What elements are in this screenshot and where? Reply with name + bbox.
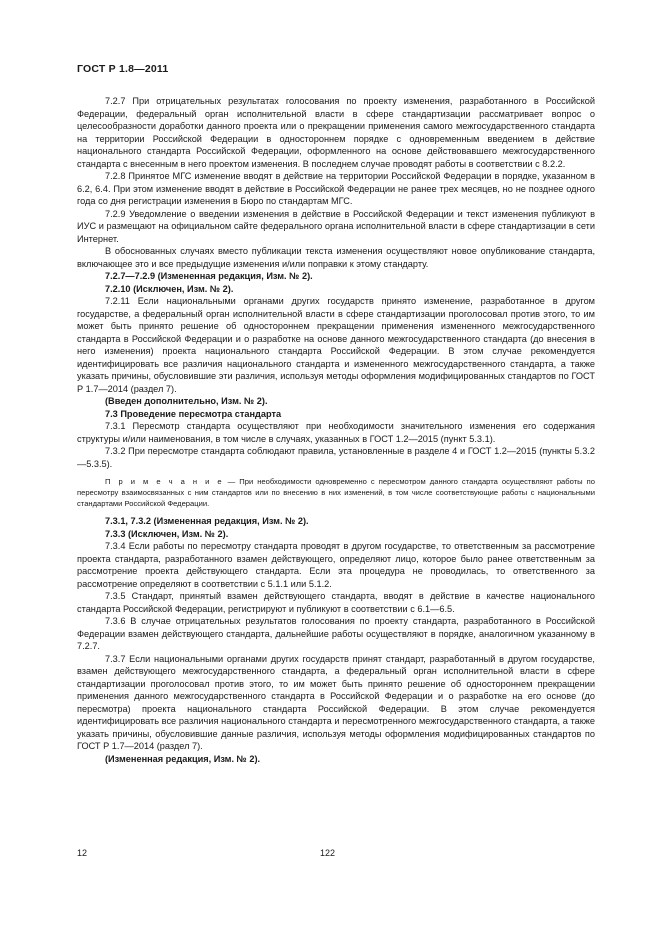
- document-header: ГОСТ Р 1.8—2011: [77, 63, 169, 75]
- paragraph-7-3-7: 7.3.7 Если национальными органами других государств принят стандарт, разработанный в другом государстве, взамен действующего межгосударственного стандарта, а федеральный орган исполнительной власти в сфере стандартизации проголосовал против этого, то им может быть принято решение об одностороннем прекращении применения данного межгосударственного стандарта в Российской Федерации и о разработке на его основе (до пересмотра) проекта национального стандарта Российской Федерации. В этом случае рекомендуется идентифицировать все различия национального стандарта и пересмотренного межгосударственного стандарта, а также указать причины, обусловившие данные различия, используя методы оформления модифицированных стандартов по ГОСТ Р 1.7—2014 (раздел 7).: [77, 653, 595, 751]
- paragraph-7-2-7: 7.2.7 При отрицательных результатах голосования по проекту изменения, разработанного в Российской Федерации, федеральный орган исполнительной власти в сфере стандартизации рассматривает вопрос о целесообразности доработки данного проекта или о прекращении применения самого межгосударственного стандарта на территории Российской Федерации в одностороннем порядке с одновременным введением в действие национального стандарта Российской Федерации, оформленного на основе действовавшего межгосударственного стандарта с внесенным в него проектом изменения. В последнем случае проводят работы в соответствии с 8.2.2.: [77, 96, 595, 169]
- section-heading-7-3: 7.3 Проведение пересмотра стандарта: [105, 408, 282, 419]
- paragraph-7-3-3: 7.3.3 (Исключен, Изм. № 2).: [105, 528, 229, 539]
- amendment-note-7-2-7-9: 7.2.7—7.2.9 (Измененная редакция, Изм. № 2).: [105, 271, 313, 281]
- note-text: — При необходимости одновременно с пересмотром данного стандарта осуществляют работы по пересмотру взаимосвязанных с ним стандартов или по внесению в них изменений, в том числе соответствующие работы с национальными стандартами Российской Федерации.: [77, 477, 595, 508]
- amendment-note-7-3-1-2: 7.3.1, 7.3.2 (Измененная редакция, Изм. № 2).: [105, 516, 309, 526]
- amendment-note-added: (Введен дополнительно, Изм. № 2).: [105, 396, 268, 406]
- paragraph-7-2-8: 7.2.8 Принятое МГС изменение вводят в действие на территории Российской Федерации в порядке, указанном в 6.2, 6.4. При этом изменение вводят в действие в Российской Федерации не ранее трех месяцев, но не позднее одного года со дня регистрации изменения в Бюро по стандартам МГС.: [77, 171, 595, 206]
- paragraph-publication: В обоснованных случаях вместо публикации текста изменения осуществляют новое опубликование стандарта, включающее это и все предыдущие изменения и/или поправки к этому стандарту.: [77, 246, 595, 269]
- paragraph-7-3-5: 7.3.5 Стандарт, принятый взамен действующего стандарта, вводят в действие в качестве национального стандарта Российской Федерации, регистрируют и публикуют в соответствии с 6.1—6.5.: [77, 591, 595, 614]
- paragraph-7-3-6: 7.3.6 В случае отрицательных результатов голосования по проекту стандарта, разработанного в Российской Федерации взамен действующего стандарта, дальнейшие работы осуществляют в порядке, аналогичном указанному в 7.2.7.: [77, 616, 595, 651]
- paragraph-7-2-11: 7.2.11 Если национальными органами других государств принято изменение, разработанное в другом государстве, а федеральный орган исполнительной власти в сфере стандартизации проголосовал против этого, то им может быть принято решение об одностороннем прекращении применения измененного межгосударственного стандарта в Российской Федерации и о разработке на основе данного межгосударственного стандарта (до внесения в него изменения) проекта национального стандарта Российской Федерации. В этом случае рекомендуется идентифицировать все различия национального стандарта и измененного межгосударственного стандарта, а также указать причины, обусловившие эти различия, используя методы оформления модифицированных стандартов по ГОСТ Р 1.7—2014 (раздел 7).: [77, 296, 595, 394]
- note-label: П р и м е ч а н и е: [105, 477, 224, 486]
- paragraph-7-2-10: 7.2.10 (Исключен, Изм. № 2).: [105, 283, 234, 294]
- paragraph-7-3-4: 7.3.4 Если работы по пересмотру стандарта проводят в другом государстве, то ответственным за рассмотрение проекта стандарта, разработанного взамен действующего, определяют лицо, которое было ранее ответственным за рассмотрение проекта действующего стандарта. Если эта процедура не проводилась, то ответственного за рассмотрение определяют в соответствии с 5.1.1 или 5.1.2.: [77, 541, 595, 589]
- note-block: [77, 476, 595, 509]
- paragraph-7-3-2: 7.3.2 При пересмотре стандарта соблюдают правила, установленные в разделе 4 и ГОСТ 1.2—2015 (пункты 5.3.2—5.3.5).: [77, 446, 595, 469]
- paragraph-7-3-1: 7.3.1 Пересмотр стандарта осуществляют при необходимости значительного изменения его содержания структуры и/или наименования, в том числе в случаях, указанных в ГОСТ 1.2—2015 (пункт 5.3.1).: [77, 421, 595, 444]
- page-number-center: 122: [320, 848, 336, 858]
- document-body: [77, 95, 595, 765]
- paragraph-7-2-9: 7.2.9 Уведомление о введении изменения в действие в Российской Федерации и текст изменения публикуют в ИУС и размещают на официальном сайте федерального органа исполнительной власти в сфере стандартизации в сети Интернет.: [77, 208, 595, 244]
- amendment-note-7-3-7: (Измененная редакция, Изм. № 2).: [105, 753, 261, 764]
- page-number-left: 12: [77, 848, 88, 858]
